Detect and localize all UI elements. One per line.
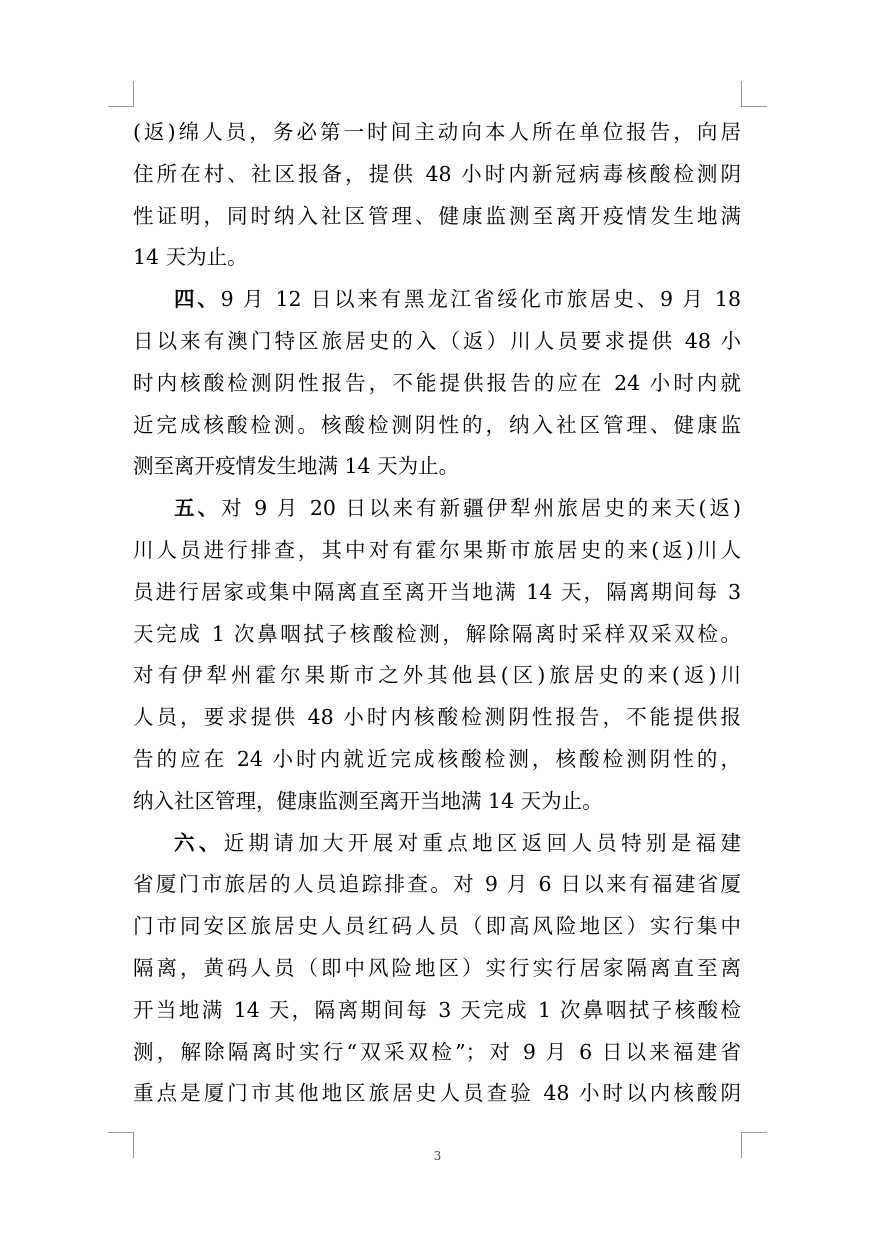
section-number-4: 四、: [174, 287, 221, 312]
text-line: 对有伊犁州霍尔果斯市之外其他县(区)旅居史的来(返)川: [133, 663, 741, 688]
text-line: 重点是厦门市其他地区旅居史人员查验 48 小时以内核酸阴: [133, 1081, 741, 1106]
paragraph-5-first-line: [133, 488, 741, 530]
text-line: 门市同安区旅居史人员红码人员（即高风险地区）实行集中: [133, 914, 741, 939]
text-line: 天完成 1 次鼻咽拭子核酸检测，解除隔离时采样双采双检。: [133, 621, 741, 646]
document-body: [133, 112, 741, 1115]
text-line: 纳入社区管理，健康监测至离开当地满 14 天为止。: [133, 788, 603, 813]
text-span: 对 9 月 20 日以来有新疆伊犁州旅居史的来天(返): [221, 496, 741, 521]
text-line: 近完成核酸检测。核酸检测阴性的，纳入社区管理、健康监: [133, 412, 741, 437]
text-line: 省厦门市旅居的人员追踪排查。对 9 月 6 日以来有福建省厦: [133, 872, 741, 897]
text-line: 住所在村、社区报备，提供 48 小时内新冠病毒核酸检测阴: [133, 161, 741, 186]
section-number-5: 五、: [174, 496, 222, 521]
page-number: 3: [433, 1149, 442, 1163]
text-span: 9 月 12 日以来有黑龙江省绥化市旅居史、9 月 18: [220, 287, 741, 312]
text-line: 川人员进行排查，其中对有霍尔果斯市旅居史的来(返)川人: [133, 537, 741, 562]
crop-mark-top-left: [108, 81, 134, 107]
paragraph-6-first-line: [133, 823, 741, 865]
paragraph-4-first-line: [133, 279, 741, 321]
text-line: (返)绵人员，务必第一时间主动向本人所在单位报告，向居: [133, 120, 741, 144]
text-line: 告的应在 24 小时内就近完成核酸检测，核酸检测阴性的，: [133, 746, 741, 771]
text-line: 开当地满 14 天，隔离期间每 3 天完成 1 次鼻咽拭子核酸检: [133, 997, 741, 1022]
text-line: 隔离，黄码人员（即中风险地区）实行实行居家隔离直至离: [133, 955, 741, 980]
text-line: 测至离开疫情发生地满 14 天为止。: [133, 454, 460, 479]
section-number-6: 六、: [174, 830, 224, 855]
text-span: 近期请加大开展对重点地区返回人员特别是福建: [223, 830, 741, 855]
text-line: 测，解除隔离时实行“双采双检”；对 9 月 6 日以来福建省: [133, 1039, 741, 1064]
text-line: 员进行居家或集中隔离直至离开当地满 14 天，隔离期间每 3: [133, 579, 741, 604]
text-line: 性证明，同时纳入社区管理、健康监测至离开疫情发生地满: [133, 203, 741, 228]
text-line: 14 天为止。: [133, 245, 248, 270]
text-line: 人员，要求提供 48 小时内核酸检测阴性报告，不能提供报: [133, 705, 741, 730]
crop-mark-top-right: [741, 81, 767, 107]
text-line: 时内核酸检测阴性报告，不能提供报告的应在 24 小时内就: [133, 370, 741, 395]
text-line: 日以来有澳门特区旅居史的入（返）川人员要求提供 48 小: [133, 328, 741, 353]
